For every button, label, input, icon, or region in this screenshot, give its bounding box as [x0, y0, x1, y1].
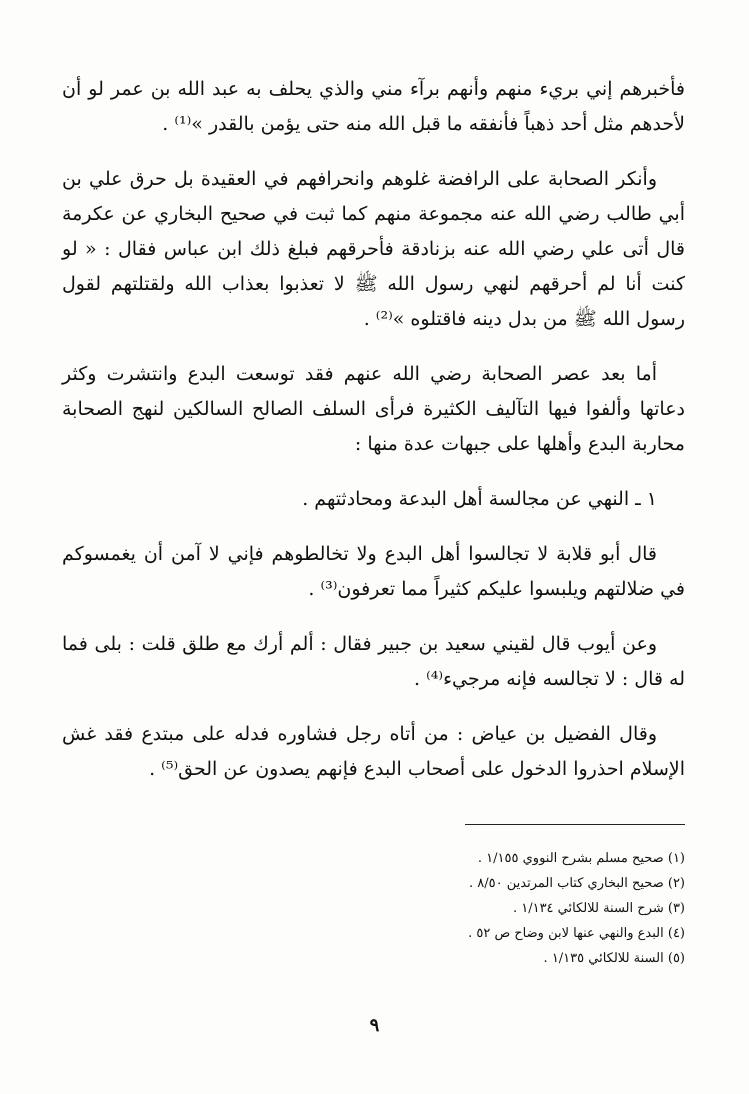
footnote-3: (٣) شرح السنة للالكائي ١/١٣٤ .	[512, 901, 685, 916]
page-number: ٩	[369, 1015, 380, 1036]
paragraph-6: وقال الفضيل بن عياض : من أتاه رجل فشاوره فدله على مبتدع فقد غش الإسلام احذروا الدخول على أصحاب البدع فإنهم يصدون عن الحق⁽⁵⁾ .	[62, 723, 685, 780]
footnote-2: (٢) صحيح البخاري كتاب المرتدين ٨/٥٠ .	[469, 876, 685, 891]
paragraph-3: أما بعد عصر الصحابة رضي الله عنهم فقد توسعت البدع وانتشرت وكثر دعاتها وألفوا فيها التآليف الكثيرة فرأى السلف الصالح السالكين لنهج الصحابة محاربة البدع وأهلها على جبهات عدة منها :	[62, 363, 685, 455]
footnote-5: (٥) السنة للالكائي ١/١٣٥ .	[543, 951, 685, 966]
main-text	[62, 72, 685, 807]
footnotes	[265, 846, 685, 971]
paragraph-1: فأخبرهم إني بريء منهم وأنهم برآء مني والذي يحلف به عبد الله بن عمر لو أن لأحدهم مثل أحد ذهباً فأنفقه ما قبل الله منه حتى يؤمن بالقدر »⁽¹⁾ .	[62, 78, 685, 135]
paragraph-2: وأنكر الصحابة على الرافضة غلوهم وانحرافهم في العقيدة بل حرق علي بن أبي طالب رضي الله عنه مجموعة منهم كما ثبت في صحيح البخاري عن عكرمة قال أتى علي رضي الله عنه بزنادقة فأحرقهم فبلغ ذلك ابن عباس فقال : « لو كنت أنا لم أحرقهم لنهي رسول الله ﷺ لا تعذبوا بعذاب الله ولقتلتهم لقول رسول الله ﷺ من بدل دينه فاقتلوه »⁽²⁾ .	[62, 168, 685, 330]
paragraph-5: وعن أيوب قال لقيني سعيد بن جبير فقال : ألم أرك مع طلق قلت : بلى فما له قال : لا تجالسه فإنه مرجيء⁽⁴⁾ .	[62, 633, 685, 690]
list-heading: ١ ـ النهي عن مجالسة أهل البدعة ومحادثتهم .	[302, 488, 657, 510]
footnote-1: (١) صحيح مسلم بشرح النووي ١/١٥٥ .	[477, 851, 685, 866]
footnote-separator	[465, 824, 685, 825]
paragraph-4: قال أبو قلابة لا تجالسوا أهل البدع ولا تخالطوهم فإني لا آمن أن يغمسوكم في ضلالتهم ويلبسوا عليكم كثيراً مما تعرفون⁽³⁾ .	[62, 543, 685, 600]
footnote-4: (٤) البدع والنهي عنها لابن وضاح ص ٥٢ .	[468, 926, 685, 941]
